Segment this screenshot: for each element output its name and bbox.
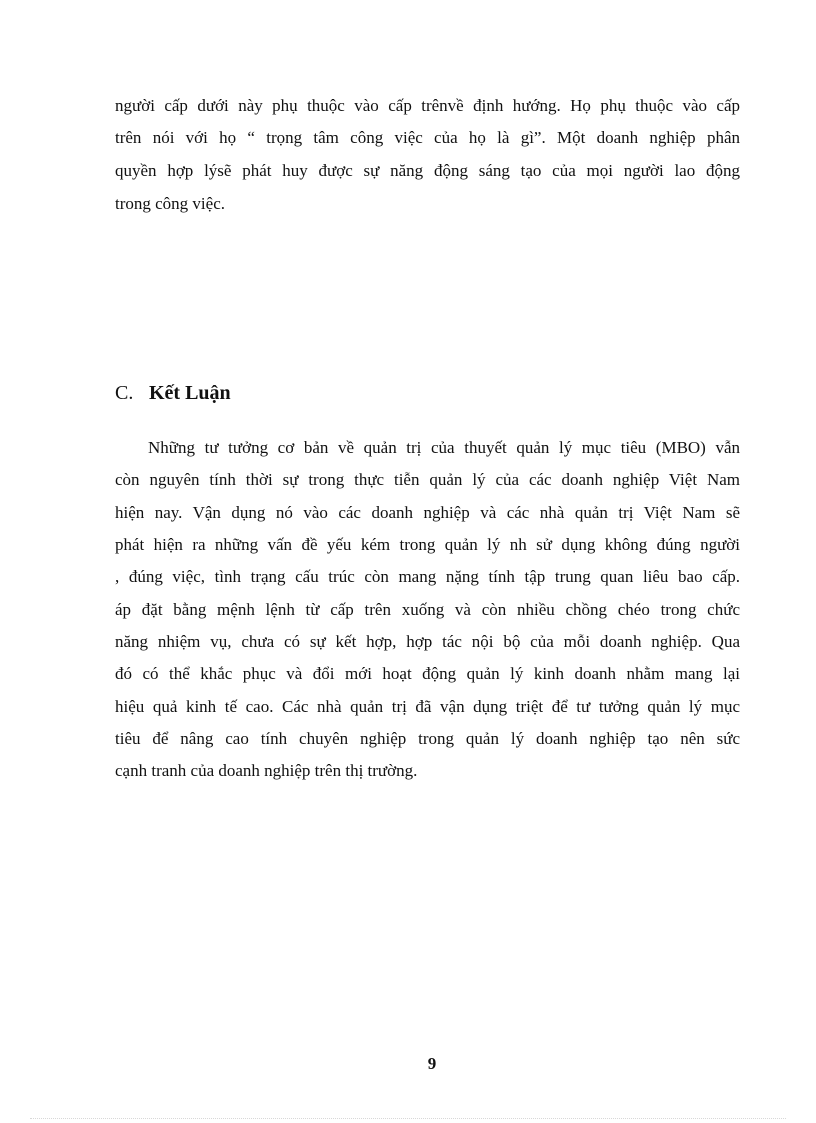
page-number: 9 — [427, 1054, 437, 1073]
paragraph-1-line-1: người cấp dưới này phụ thuộc vào cấp trênvề định hướng. Họ phụ thuộc vào cấp — [115, 96, 740, 115]
paragraph-1-line-3: quyền hợp lýsẽ phát huy được sự năng động sáng tạo của mọi người lao động — [115, 161, 740, 180]
section-heading — [115, 381, 231, 405]
paragraph-2-line-6: áp đặt bằng mệnh lệnh từ cấp trên xuống và còn nhiều chồng chéo trong chức — [115, 600, 740, 619]
paragraph-2-line-9: hiệu quả kinh tế cao. Các nhà quản trị đã vận dụng triệt để tư tưởng quản lý mục — [115, 697, 740, 716]
paragraph-2-line-7: năng nhiệm vụ, chưa có sự kết hợp, hợp tác nội bộ của mỗi doanh nghiệp. Qua — [115, 632, 740, 651]
paragraph-2-line-8: đó có thể khắc phục và đổi mới hoạt động quản lý kinh doanh nhằm mang lại — [115, 664, 740, 683]
paragraph-2-line-11: cạnh tranh của doanh nghiệp trên thị trường. — [115, 761, 418, 780]
page-bottom-divider — [30, 1118, 786, 1119]
paragraph-1-line-2: trên nói với họ “ trọng tâm công việc của họ là gì”. Một doanh nghiệp phân — [115, 128, 740, 147]
paragraph-1-line-4: trong công việc. — [115, 194, 225, 213]
section-letter: C. — [115, 382, 134, 404]
paragraph-2-line-1: Những tư tưởng cơ bản về quản trị của thuyết quản lý mục tiêu (MBO) vẫn — [148, 438, 740, 457]
paragraph-2-line-3: hiện nay. Vận dụng nó vào các doanh nghiệp và các nhà quản trị Việt Nam sẽ — [115, 503, 740, 522]
paragraph-2-line-4: phát hiện ra những vấn đề yếu kém trong quản lý nh sử dụng không đúng người — [115, 535, 740, 554]
paragraph-2-line-5: , đúng việc, tình trạng cấu trúc còn mang nặng tính tập trung quan liêu bao cấp. — [115, 567, 740, 586]
paragraph-2-line-2: còn nguyên tính thời sự trong thực tiễn quản lý của các doanh nghiệp Việt Nam — [115, 470, 740, 489]
section-title: Kết Luận — [149, 382, 231, 404]
paragraph-2-line-10: tiêu để nâng cao tính chuyên nghiệp trong quản lý doanh nghiệp tạo nên sức — [115, 729, 740, 748]
